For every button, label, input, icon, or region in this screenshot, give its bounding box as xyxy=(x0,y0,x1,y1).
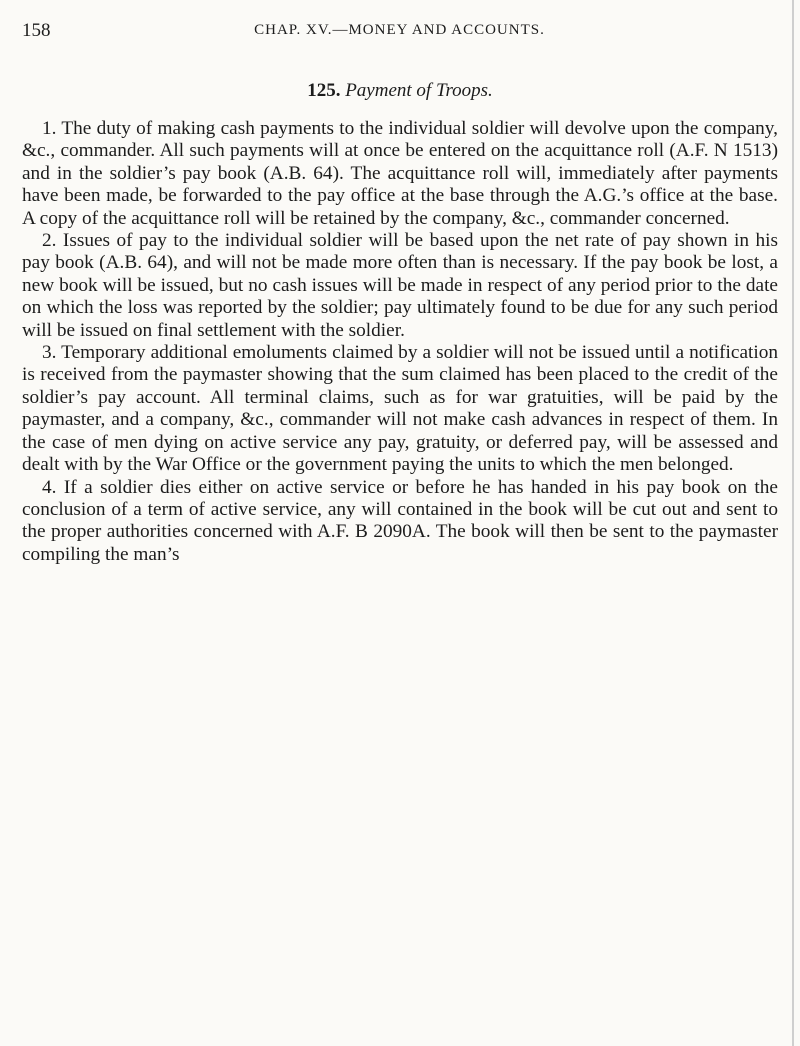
running-head xyxy=(22,20,777,46)
body-text xyxy=(22,118,778,566)
chapter-title: CHAP. XV.—MONEY AND ACCOUNTS. xyxy=(254,22,545,38)
paragraph-4: 4. If a soldier dies either on active service or before he has handed in his pay book on the conclusion of a term of active service, any will contained in the book will be cut out and sent to the proper authorities concerned with A.F. B 2090A. The book will then be sent to the paymaster compiling the man’s xyxy=(22,476,778,565)
paragraph-3: 3. Temporary additional emoluments claimed by a soldier will not be issued until a notification is received from the paymaster showing that the sum claimed has been placed to the credit of the soldier’s pay account. All terminal claims, such as for war gratuities, will be paid by the paymaster, and a company, &c., commander will not make cash advances in respect of them. In the case of men dying on active service any pay, gratuity, or deferred pay, will be assessed and dealt with by the War Office or the government paying the units to which the men belonged. xyxy=(22,342,778,476)
section-heading xyxy=(0,80,800,102)
paragraph-1: 1. The duty of making cash payments to the individual soldier will devolve upon the company, &c., commander. All such payments will at once be entered on the acquittance roll (A.F. N 1513) and in the soldier’s pay book (A.B. 64). The acquittance roll will, immediately after payments have been made, be forwarded to the pay office at the base through the A.G.’s office at the base. A copy of the acquittance roll will be retained by the company, &c., commander concerned. xyxy=(22,118,778,229)
page-edge-line xyxy=(792,0,794,1046)
page-number: 158 xyxy=(22,20,51,41)
section-title: Payment of Troops. xyxy=(345,80,493,101)
paragraph-2: 2. Issues of pay to the individual soldier will be based upon the net rate of pay shown in his pay book (A.B. 64), and will not be made more often than is necessary. If the pay book be lost, a new book will be issued, but no cash issues will be made in respect of any period prior to the date on which the loss was reported by the soldier; pay ultimately found to be due for any such period will be issued on final settlement with the soldier. xyxy=(22,230,778,341)
section-number: 125. xyxy=(307,80,341,101)
